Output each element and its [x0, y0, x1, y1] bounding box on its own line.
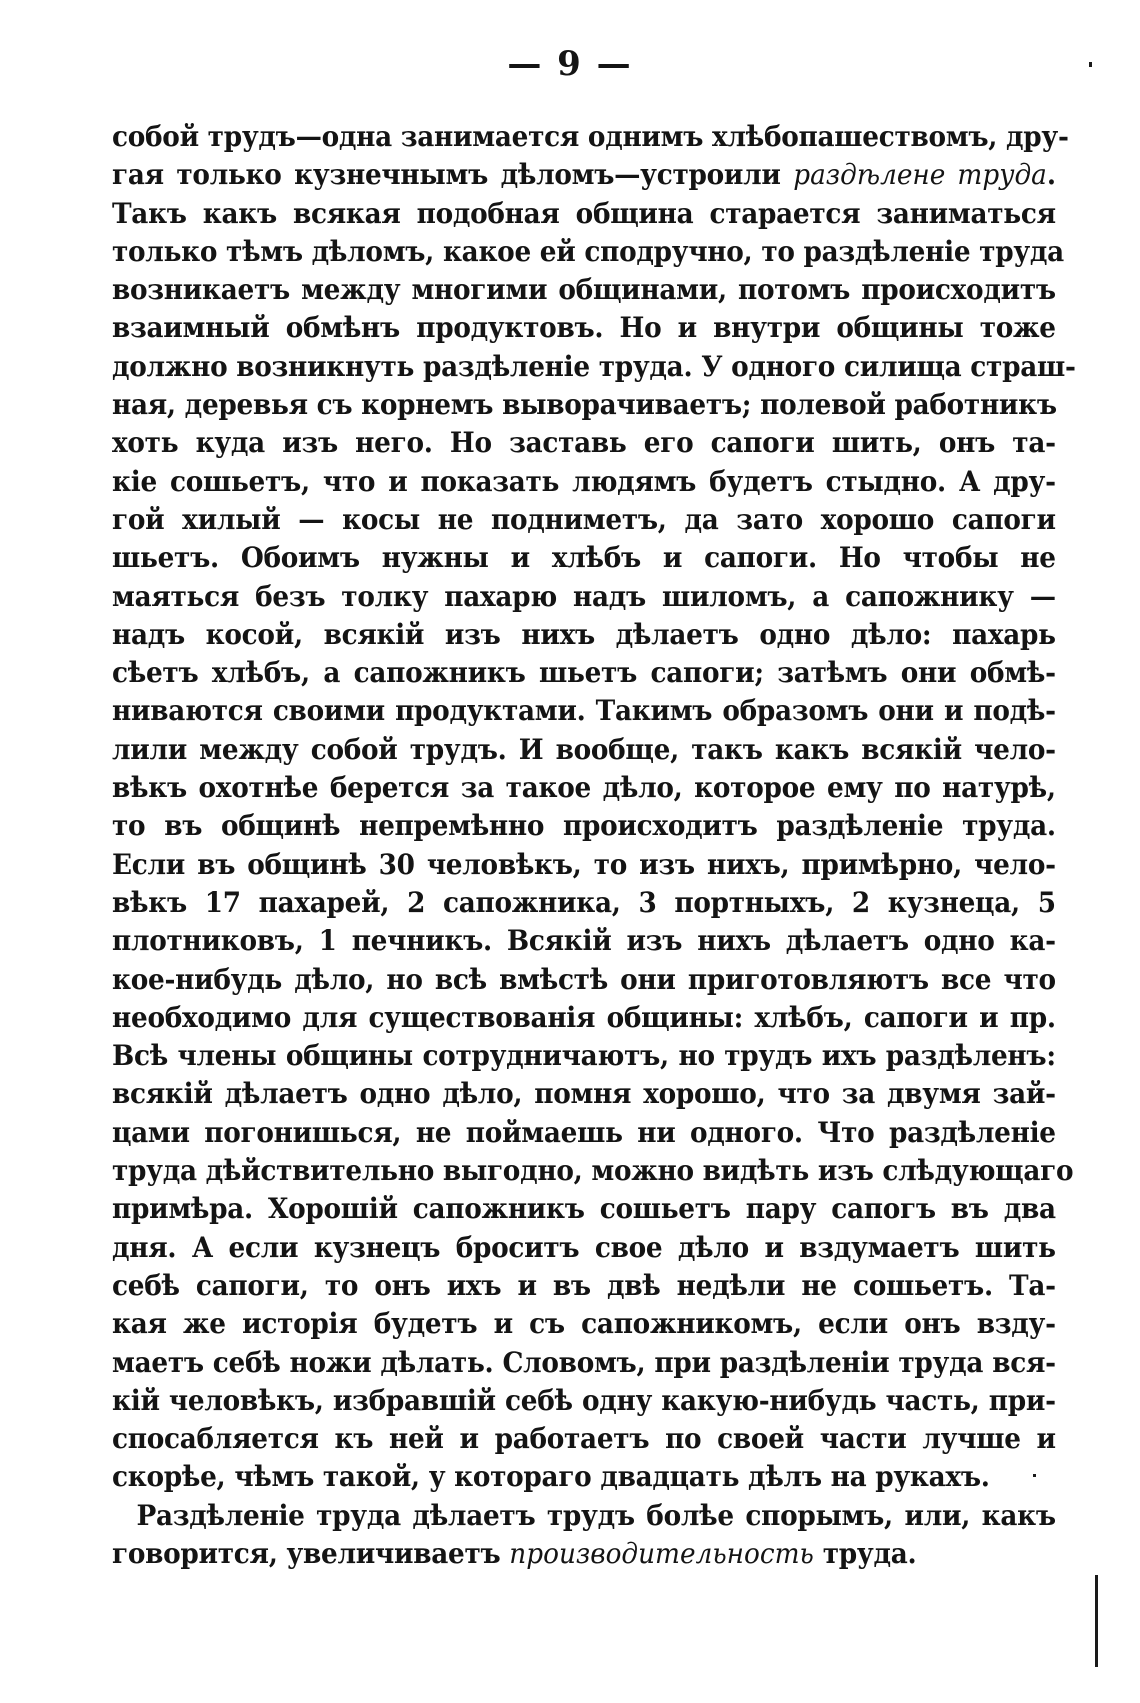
text-line: [112, 731, 1056, 769]
print-speck: [1033, 1474, 1036, 1477]
text-line: [112, 309, 1056, 347]
text-run: лили между собой трудъ. И вообще, такъ какъ всякій чело-: [112, 732, 1056, 766]
text-run: гая только кузнечнымъ дѣломъ—устроили: [112, 158, 794, 192]
text-line: [112, 1229, 1056, 1267]
text-run: кій человѣкъ, избравшій себѣ одну какую-нибудь часть, при-: [112, 1383, 1056, 1417]
text-run: ниваются своими продуктами. Такимъ образомъ они и подѣ-: [112, 694, 1056, 728]
italic-emphasis: раздѣлене труда: [793, 158, 1047, 192]
text-line: [112, 999, 1056, 1037]
text-run: всякій дѣлаетъ одно дѣло, помня хорошо, что за двумя зай-: [112, 1077, 1056, 1111]
text-run: вѣкъ 17 пахарей, 2 сапожника, 3 портныхъ, 2 кузнеца, 5: [112, 885, 1056, 919]
text-run: сѣетъ хлѣбъ, а сапожникъ шьетъ сапоги; затѣмъ они обмѣ-: [112, 656, 1056, 690]
text-line: [112, 1152, 1074, 1190]
text-line: [112, 424, 1056, 462]
page-number: — 9 —: [507, 44, 633, 84]
text-run: плотниковъ, 1 печникъ. Всякій изъ нихъ дѣлаетъ одно ка-: [112, 924, 1056, 958]
text-line: [112, 156, 1056, 194]
paragraph: [112, 118, 1076, 1497]
text-run: надъ косой, всякій изъ нихъ дѣлаетъ одно дѣло: пахарь: [112, 617, 1056, 651]
text-run: маяться безъ толку пахарю надъ шиломъ, а сапожнику —: [112, 579, 1056, 613]
text-line: [112, 386, 1056, 424]
text-line: [112, 692, 1056, 730]
print-speck: [1089, 62, 1092, 67]
text-run: необходимо для существованія общины: хлѣбъ, сапоги и пр.: [112, 1000, 1056, 1034]
text-line: [112, 616, 1056, 654]
text-line: [112, 1075, 1056, 1113]
text-run: взаимный обмѣнъ продуктовъ. Но и внутри общины тоже: [112, 311, 1056, 345]
body-text: [112, 118, 1076, 1573]
text-run: кое-нибудь дѣло, но всѣ вмѣстѣ они приготовляютъ все что: [112, 962, 1056, 996]
text-run: гой хилый — косы не подниметъ, да зато хорошо сапоги: [112, 502, 1056, 536]
text-run: скорѣе, чѣмъ такой, у котораго двадцать дѣлъ на рукахъ.: [112, 1460, 990, 1494]
text-line: [112, 1037, 1056, 1075]
text-run: Всѣ члены общины сотрудничаютъ, но трудъ ихъ раздѣленъ:: [112, 1039, 1056, 1073]
text-line: [112, 769, 1056, 807]
text-line: [112, 846, 1056, 884]
text-run: должно возникнуть раздѣленіе труда. У одного силища страш-: [112, 349, 1076, 383]
text-line: [112, 1497, 1056, 1535]
text-run: ная, деревья съ корнемъ выворачиваетъ; полевой работникъ: [112, 388, 1057, 422]
paragraph: [112, 1497, 1056, 1574]
text-run: .: [1046, 158, 1056, 192]
text-run: маетъ себѣ ножи дѣлать. Словомъ, при раздѣленіи труда вся-: [112, 1345, 1056, 1379]
text-line: [112, 1344, 1056, 1382]
text-line: [112, 271, 1056, 309]
text-run: хоть куда изъ него. Но заставь его сапоги шить, онъ та-: [112, 426, 1056, 460]
text-run: возникаетъ между многими общинами, потомъ происходитъ: [112, 273, 1056, 307]
text-run: себѣ сапоги, то онъ ихъ и въ двѣ недѣли не сошьетъ. Та-: [112, 1268, 1056, 1302]
text-line: [112, 578, 1056, 616]
text-run: цами погонишься, не поймаешь ни одного. Что раздѣленіе: [112, 1115, 1056, 1149]
text-line: [112, 884, 1056, 922]
text-line: [112, 195, 1056, 233]
text-line: [112, 807, 1056, 845]
text-line: [112, 922, 1056, 960]
italic-emphasis: производительность: [509, 1536, 814, 1570]
text-line: [112, 961, 1056, 999]
text-run: труда.: [813, 1536, 917, 1570]
text-line: [112, 501, 1056, 539]
text-run: кіе сошьетъ, что и показать людямъ будетъ стыдно. А дру-: [112, 464, 1056, 498]
text-run: спосабляется къ ней и работаетъ по своей части лучше и: [112, 1422, 1056, 1456]
text-run: говорится, увеличиваетъ: [112, 1536, 510, 1570]
text-run: Если въ общинѣ 30 человѣкъ, то изъ нихъ, примѣрно, чело-: [112, 847, 1056, 881]
text-run: труда дѣйствительно выгодно, можно видѣть изъ слѣдующаго: [112, 1154, 1074, 1188]
text-run: Раздѣленіе труда дѣлаетъ трудъ болѣе спорымъ, или, какъ: [136, 1498, 1056, 1532]
text-run: дня. А если кузнецъ броситъ свое дѣло и вздумаетъ шить: [112, 1230, 1056, 1264]
text-line: [112, 348, 1076, 386]
text-run: то въ общинѣ непремѣнно происходитъ раздѣленіе труда.: [112, 809, 1056, 843]
text-line: [112, 233, 1064, 271]
text-run: собой трудъ—одна занимается однимъ хлѣбопашествомъ, дру-: [112, 120, 1069, 153]
text-run: примѣра. Хорошій сапожникъ сошьетъ пару сапогъ въ два: [112, 1192, 1056, 1226]
text-line: [112, 1420, 1056, 1458]
text-line: [112, 1382, 1056, 1420]
text-line: [112, 118, 1069, 156]
text-line: [112, 1114, 1056, 1152]
text-run: шьетъ. Обоимъ нужны и хлѣбъ и сапоги. Но чтобы не: [112, 541, 1056, 575]
text-line: [112, 1305, 1056, 1343]
text-run: Такъ какъ всякая подобная община старается заниматься: [112, 196, 1056, 230]
text-run: вѣкъ охотнѣе берется за такое дѣло, которое ему по натурѣ,: [112, 771, 1056, 805]
text-line: [112, 1458, 1056, 1496]
text-line: [112, 463, 1056, 501]
text-line: [112, 539, 1056, 577]
text-line: [112, 654, 1056, 692]
text-run: только тѣмъ дѣломъ, какое ей сподручно, то раздѣленіе труда: [112, 234, 1064, 268]
text-line: [112, 1267, 1056, 1305]
print-speck: [1095, 1575, 1098, 1667]
text-run: кая же исторія будетъ и съ сапожникомъ, если онъ взду-: [112, 1307, 1056, 1341]
text-line: [112, 1190, 1056, 1228]
text-line: [112, 1535, 1056, 1573]
